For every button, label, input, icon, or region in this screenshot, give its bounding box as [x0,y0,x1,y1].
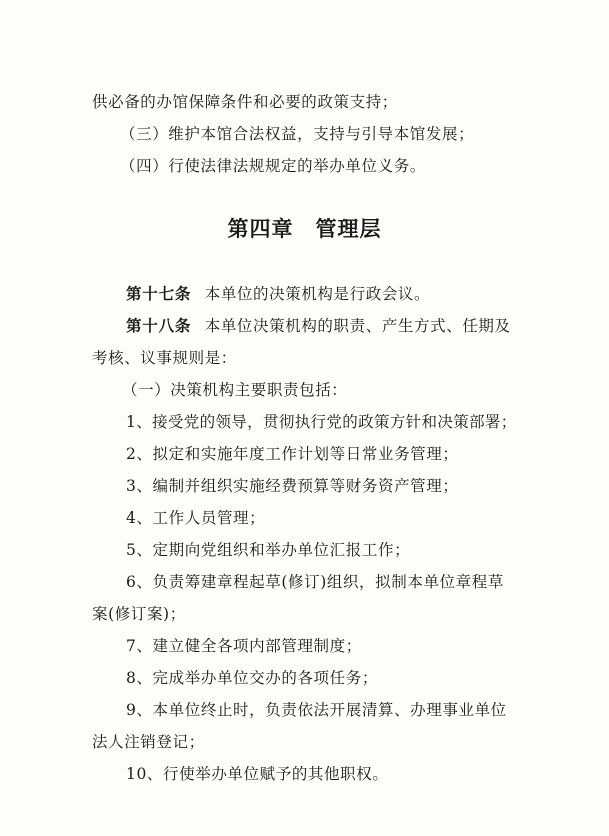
list-item: 8、完成举办单位交办的各项任务； [126,669,378,687]
list-item: 4、工作人员管理； [126,509,266,527]
section-heading: （一）决策机构主要职责包括： [122,381,348,399]
list-item: （四）行使法律法规规定的举办单位义务。 [120,157,426,175]
article-17 [126,284,430,304]
article-text: 本单位的决策机构是行政会议。 [204,285,431,303]
article-text: 本单位决策机构的职责、产生方式、任期及 [204,317,511,335]
list-item: 3、编制并组织实施经费预算等财务资产管理； [126,477,459,495]
list-item: 1、接受党的领导，贯彻执行党的政策方针和决策部署； [126,413,517,431]
list-item: 5、定期向党组织和举办单位汇报工作； [126,541,411,559]
list-item: 2、拟定和实施年度工作计划等日常业务管理； [126,445,459,463]
article-label: 第十八条 [126,317,192,335]
text-line: 考核、议事规则是： [92,349,237,367]
text-line: 案(修订案)； [92,605,186,623]
list-item: 7、建立健全各项内部管理制度； [126,637,362,655]
chapter-title: 第四章 管理层 [227,217,382,241]
text-line: 供必备的办馆保障条件和必要的政策支持； [92,93,398,111]
article-label: 第十七条 [126,285,192,303]
text-line: 法人注销登记； [92,733,205,751]
list-item: 6、负责筹建章程起草(修订)组织，拟制本单位章程草 [126,573,504,591]
list-item: 10、行使举办单位赋予的其他职权。 [126,765,389,783]
list-item: 9、本单位终止时，负责依法开展清算、办理事业单位 [126,701,507,719]
article-18 [126,316,511,336]
list-item: （三）维护本馆合法权益，支持与引导本馆发展； [120,125,475,143]
